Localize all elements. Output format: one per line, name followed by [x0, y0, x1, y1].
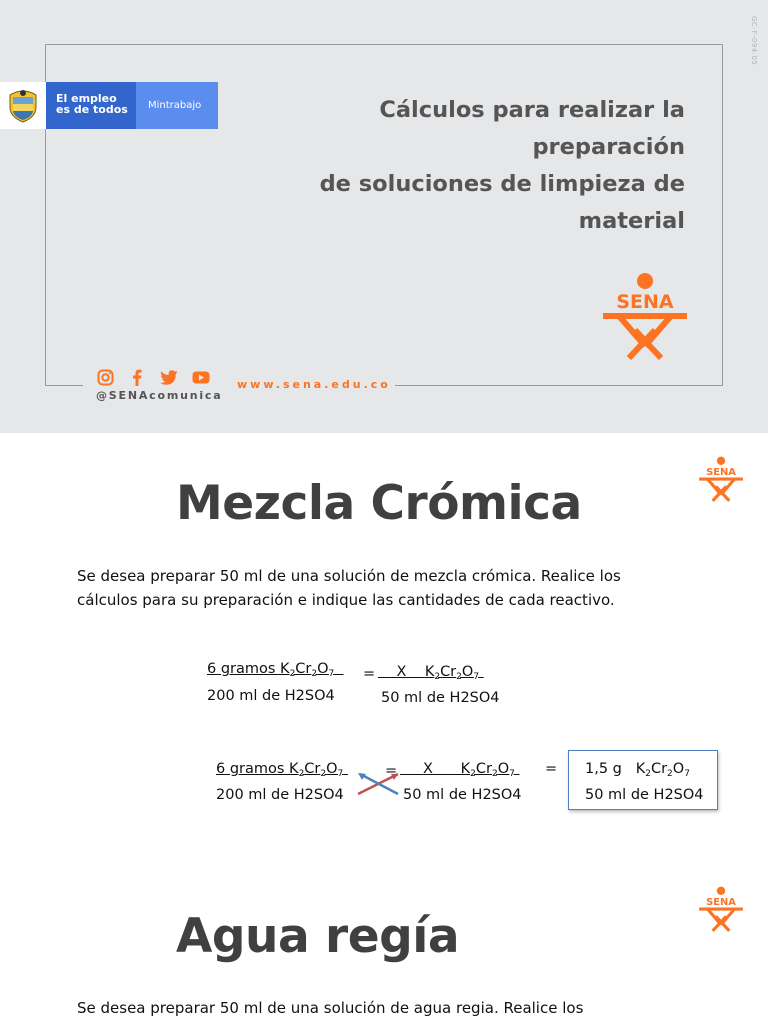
document-code: GC-F-094.05: [750, 16, 758, 66]
eq1-left-denominator: 200 ml de H2SO4: [207, 688, 335, 704]
youtube-icon[interactable]: [192, 368, 210, 386]
frame-line: [722, 44, 723, 386]
eq2-equals: =: [385, 763, 398, 779]
problem-statement: [77, 997, 677, 1021]
presentation-title: [225, 92, 685, 240]
title-line: de soluciones de limpieza de: [319, 171, 685, 197]
ministry-label: Mintrabajo: [136, 82, 218, 129]
frame-line: [395, 385, 723, 386]
eq2-left-denominator: 200 ml de H2SO4: [216, 787, 344, 803]
social-icons: [96, 368, 210, 386]
government-banner: [0, 82, 218, 129]
svg-text:SENA: SENA: [616, 291, 674, 313]
gov-slogan-line1: El empleo: [56, 92, 117, 105]
section-heading: Mezcla Crómica: [176, 476, 582, 531]
eq2-right-numerator: X $K_2Cr_2O_7$: [423, 761, 515, 779]
eq2-right-denominator: 50 ml de H2SO4: [403, 787, 522, 803]
frame-line: [45, 44, 723, 45]
title-line: Cálculos para realizar la preparación: [379, 97, 685, 160]
svg-text:SENA: SENA: [706, 896, 736, 908]
eq2-left-numerator: 6 gramos $K_2Cr_2O_7$: [216, 761, 344, 779]
gov-slogan: [46, 82, 136, 129]
sena-logo-small: [696, 456, 746, 502]
result-numerator: 1,5 g $K_2Cr_2O_7$: [585, 761, 690, 779]
eq2-equals-2: =: [545, 761, 558, 777]
title-slide: [0, 0, 768, 433]
problem-statement: [77, 565, 677, 612]
eq1-right-numerator: X $K_2Cr_2O_7$: [396, 664, 480, 682]
instagram-icon[interactable]: [96, 368, 114, 386]
svg-text:SENA: SENA: [706, 466, 736, 478]
social-handle: @SENAcomunica: [96, 389, 223, 402]
result-denominator: 50 ml de H2SO4: [585, 787, 704, 803]
facebook-icon[interactable]: [128, 368, 146, 386]
sena-logo: [597, 272, 693, 360]
eq1-equals: =: [363, 666, 376, 682]
twitter-icon[interactable]: [160, 368, 178, 386]
paragraph-line: Se desea preparar 50 ml de una solución de agua regia. Realice los: [77, 999, 584, 1017]
sena-logo-small: [696, 886, 746, 932]
section-heading: Agua regía: [176, 909, 460, 964]
eq1-right-denominator: 50 ml de H2SO4: [381, 690, 500, 706]
title-line: material: [578, 208, 685, 234]
eq1-left-numerator: 6 gramos $K_2Cr_2O_7$: [207, 661, 335, 679]
website-link[interactable]: www.sena.edu.co: [237, 378, 391, 391]
colombia-shield-icon: [0, 82, 46, 129]
paragraph-line: Se desea preparar 50 ml de una solución de mezcla crómica. Realice los: [77, 567, 621, 585]
gov-slogan-line2: es de todos: [56, 103, 128, 116]
paragraph-line: cálculos para su preparación e indique las cantidades de cada reactivo.: [77, 590, 615, 609]
frame-line: [45, 385, 83, 386]
